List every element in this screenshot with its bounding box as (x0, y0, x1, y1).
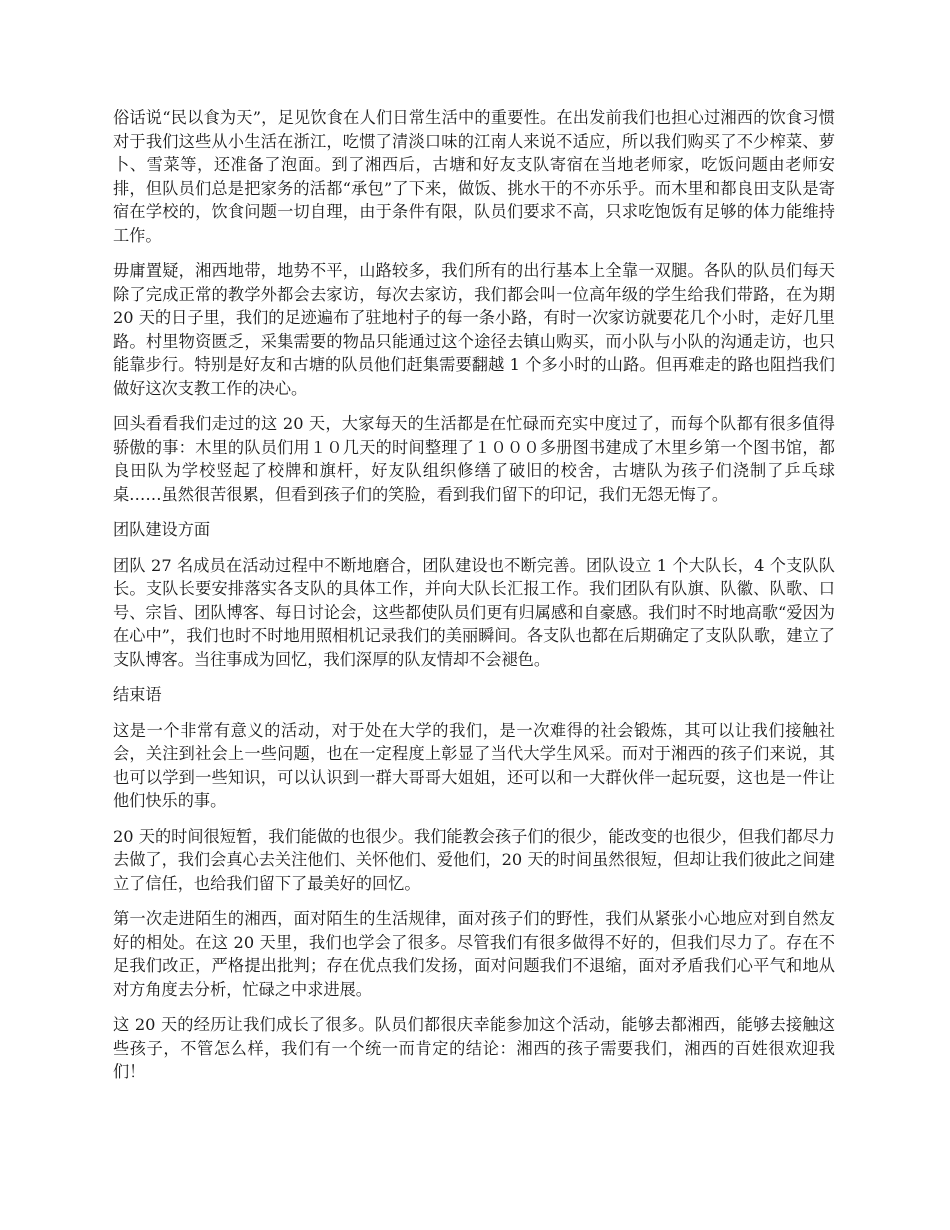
paragraph-conclusion-first-time: 第一次走进陌生的湘西，面对陌生的生活规律，面对孩子们的野性，我们从紧张小心地应对到自然友好的相处。在这 20 天里，我们也学会了很多。尽管我们有很多做得不好的，但我们尽力了。存在不足我们改正，严格提出批判；存在优点我们发扬，面对问题我们不退缩，面对矛盾我们心平气和地从对方角度去分析，忙碌之中求进展。 (113, 909, 835, 999)
paragraph-conclusion-growth: 这 20 天的经历让我们成长了很多。队员们都很庆幸能参加这个活动，能够去都湘西，能够去接触这些孩子，不管怎么样，我们有一个统一而肯定的结论：湘西的孩子需要我们，湘西的百姓很欢迎我们！ (113, 1015, 835, 1081)
paragraph-travel: 毋庸置疑，湘西地带，地势不平，山路较多，我们所有的出行基本上全靠一双腿。各队的队员们每天除了完成正常的教学外都会去家访，每次去家访，我们都会叫一位高年级的学生给我们带路，在为期 20 天的日子里，我们的足迹遍布了驻地村子的每一条小路，有时一次家访就要花几个小时，走好几里路。村里物资匮乏，采集需要的物品只能通过这个途径去镇山购买，而小队与小队的沟通走访，也只能靠步行。特别是好友和古塘的队员他们赶集需要翻越 1 个多小时的山路。但再难走的路也阻挡我们做好这次支教工作的决心。 (113, 261, 835, 398)
paragraph-team: 团队 27 名成员在活动过程中不断地磨合，团队建设也不断完善。团队设立 1 个大队长，4 个支队队长。支队长要安排落实各支队的具体工作，并向大队长汇报工作。我们团队有队旗、队徽、队歌、口号、宗旨、团队博客、每日讨论会，这些都使队员们更有归属感和自豪感。我们时不时地高歌“爱因为在心中”，我们也时不时地用照相机记录我们的美丽瞬间。各支队也都在后期确定了支队队歌，建立了支队博客。当往事成为回忆，我们深厚的队友情却不会褪色。 (113, 555, 835, 669)
paragraph-conclusion-meaning: 这是一个非常有意义的活动，对于处在大学的我们，是一次难得的社会锻炼，其可以让我们接触社会，关注到社会上一些问题，也在一定程度上彰显了当代大学生风采。而对于湘西的孩子们来说，其也可以学到一些知识，可以认识到一群大哥哥大姐姐，还可以和一大群伙伴一起玩耍，这也是一件让他们快乐的事。 (113, 720, 835, 810)
paragraph-food: 俗话说“民以食为天”，足见饮食在人们日常生活中的重要性。在出发前我们也担心过湘西的饮食习惯对于我们这些从小生活在浙江，吃惯了清淡口味的江南人来说不适应，所以我们购买了不少榨菜、萝卜、雪菜等，还准备了泡面。到了湘西后，古塘和好友支队寄宿在当地老师家，吃饭问题由老师安排，但队员们总是把家务的活都“承包”了下来，做饭、挑水干的不亦乐乎。而木里和都良田支队是寄宿在学校的，饮食问题一切自理，由于条件有限，队员们要求不高，只求吃饱饭有足够的体力能维持工作。 (113, 108, 835, 245)
paragraph-conclusion-time: 20 天的时间很短暂，我们能做的也很少。我们能教会孩子们的很少，能改变的也很少，但我们都尽力去做了，我们会真心去关注他们、关怀他们、爱他们，20 天的时间虽然很短，但却让我们彼此之间建立了信任，也给我们留下了最美好的回忆。 (113, 826, 835, 893)
section-heading-conclusion: 结束语 (113, 685, 162, 704)
paragraph-achievements: 回头看看我们走过的这 20 天，大家每天的生活都是在忙碌而充实中度过了，而每个队都有很多值得骄傲的事：木里的队员们用１０几天的时间整理了１０００多册图书建成了木里乡第一个图书馆，都良田队为学校竖起了校牌和旗杆，好友队组织修缮了破旧的校舍，古塘队为孩子们浇制了乒乓球桌……虽然很苦很累，但看到孩子们的笑脸，看到我们留下的印记，我们无怨无悔了。 (113, 414, 835, 504)
section-heading-team: 团队建设方面 (113, 520, 211, 539)
document-body (113, 106, 835, 1096)
